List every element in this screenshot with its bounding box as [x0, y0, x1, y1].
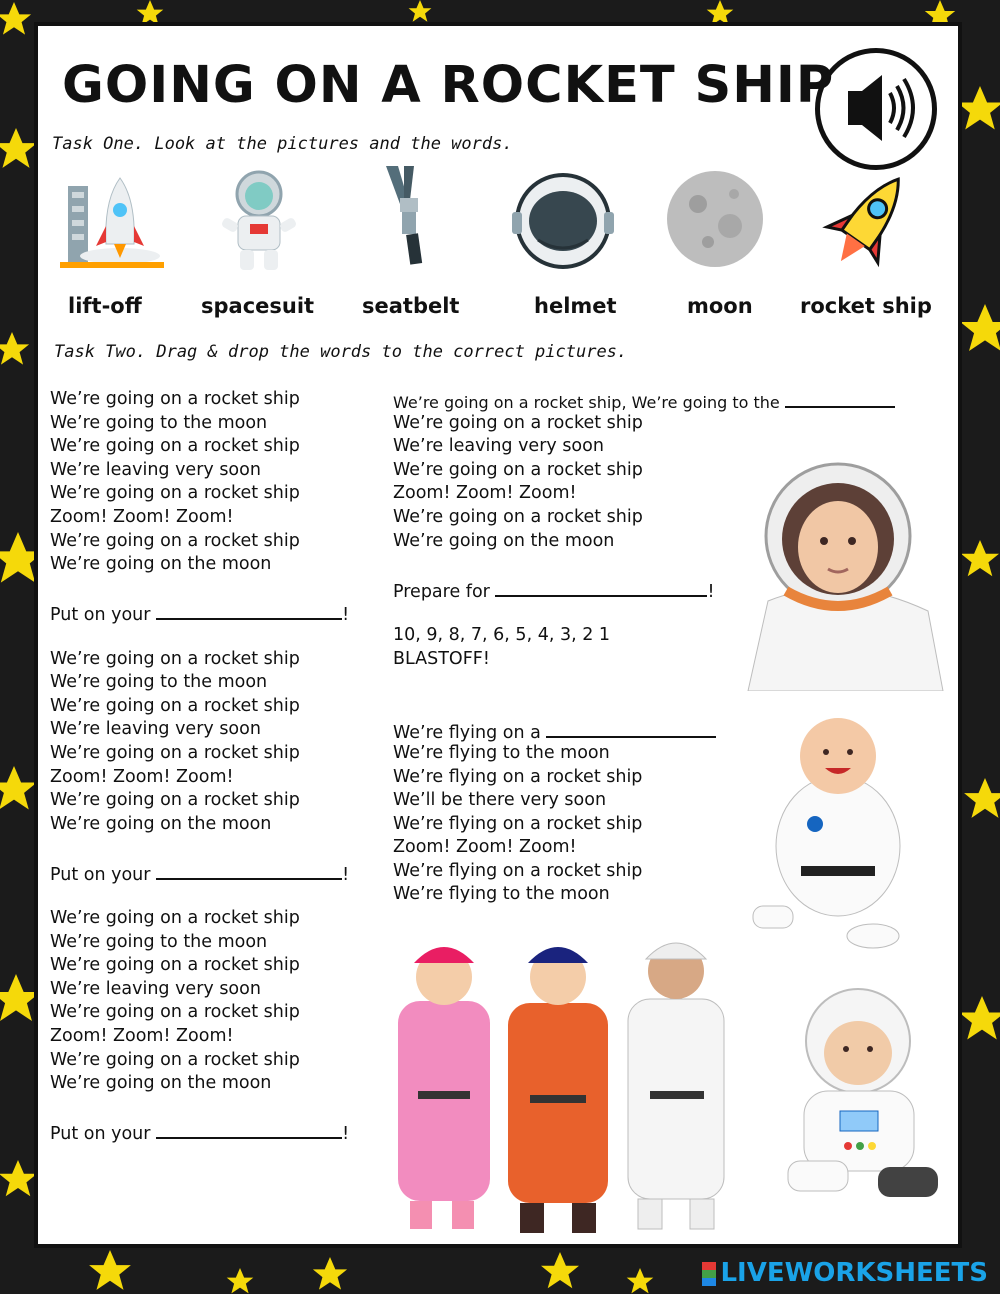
lyric-line: We’re going on a rocket ship — [50, 436, 300, 457]
put-on-line-1: Put on your ! — [50, 600, 349, 624]
lyric-line: We’re going to the moon — [50, 672, 268, 693]
lyric-line: Zoom! Zoom! Zoom! — [50, 506, 234, 527]
seatbelt-icon — [356, 160, 466, 270]
lyric-line: We’re leaving very soon — [50, 719, 261, 740]
lyric-line: We’re going on a rocket ship — [50, 389, 300, 409]
drop-blank-6[interactable] — [546, 718, 716, 738]
lyric-line: We’ll be there very soon — [393, 790, 607, 811]
moon-line: We’re going on a rocket ship, We’re going to the — [393, 388, 895, 412]
girl-astronaut-photo — [738, 451, 948, 691]
word-moon[interactable]: moon — [687, 294, 753, 318]
spacesuit-icon — [204, 166, 314, 276]
lyric-line: We’re flying on a rocket ship — [393, 860, 643, 881]
moon-icon — [660, 164, 770, 274]
lyric-line: We’re going on a rocket ship — [393, 412, 643, 433]
lyric-line: We’re flying to the moon — [393, 884, 610, 905]
task-two-instruction: Task Two. Drag & drop the words to the correct pictures. — [54, 342, 628, 362]
put-on-line-2: Put on your ! — [50, 860, 349, 884]
task-one-instruction: Task One. Look at the pictures and the words. — [52, 134, 513, 154]
page-title: GOING ON A ROCKET SHIP — [62, 56, 835, 115]
lyric-line: We’re going on a rocket ship — [393, 459, 643, 480]
lyric-line: We’re going on a rocket ship — [50, 530, 300, 551]
lyric-line: We’re going on the moon — [50, 1073, 272, 1094]
lyric-line: We’re going on a rocket ship — [393, 506, 643, 527]
infant-astronaut-photo — [768, 981, 948, 1211]
word-helmet[interactable]: helmet — [534, 294, 617, 318]
left-song-column — [50, 388, 349, 1143]
lyric-line: We’re leaving very soon — [50, 459, 261, 480]
lyric-line: We’re going on the moon — [393, 530, 615, 551]
countdown-line: 10, 9, 8, 7, 6, 5, 4, 3, 2 1 — [393, 624, 611, 645]
lyric-line: We’re flying on a rocket ship — [393, 766, 643, 787]
word-seatbelt[interactable]: seatbelt — [362, 294, 460, 318]
audio-play-button[interactable] — [815, 48, 937, 170]
lyric-line: We’re leaving very soon — [50, 978, 261, 999]
prepare-line: Prepare for ! — [393, 577, 895, 601]
blastoff-line: BLASTOFF! — [393, 648, 490, 669]
lyric-line: We’re going on a rocket ship — [50, 955, 300, 976]
lyric-line: We’re going on a rocket ship — [50, 1002, 300, 1023]
kids-in-spacesuits-photo — [388, 921, 733, 1246]
brand-logo: LIVEWORKSHEETS — [702, 1258, 988, 1288]
drop-blank-4[interactable] — [785, 388, 895, 408]
word-lift-off[interactable]: lift-off — [68, 294, 142, 318]
worksheet — [34, 22, 962, 1248]
baby-astronaut-photo — [743, 706, 933, 951]
lyric-line: Zoom! Zoom! Zoom! — [393, 837, 577, 858]
pink-suit-kid — [398, 947, 490, 1229]
white-suit-kid — [628, 943, 724, 1229]
lyric-line: We’re going on a rocket ship — [50, 695, 300, 716]
lyric-line: We’re going on the moon — [50, 813, 272, 834]
speaker-icon — [820, 53, 932, 165]
lyric-line: Zoom! Zoom! Zoom! — [50, 766, 234, 787]
lift-off-icon — [58, 166, 168, 276]
lyric-line: We’re going on a rocket ship — [50, 790, 300, 811]
lyric-line: We’re going to the moon — [50, 931, 268, 952]
lyric-line: We’re going on a rocket ship — [50, 742, 300, 763]
lyric-line: We’re leaving very soon — [393, 436, 604, 457]
drop-blank-2[interactable] — [156, 860, 342, 880]
drop-blank-3[interactable] — [156, 1119, 342, 1139]
rocket-ship-icon — [814, 166, 924, 276]
lyric-line: Zoom! Zoom! Zoom! — [50, 1026, 234, 1047]
brand-logo-icon — [702, 1262, 716, 1286]
put-on-line-3: Put on your ! — [50, 1119, 349, 1143]
drop-blank-1[interactable] — [156, 600, 342, 620]
flying-line: We’re flying on a — [393, 718, 895, 742]
lyric-line: Zoom! Zoom! Zoom! — [393, 483, 577, 504]
lyric-line: We’re going on a rocket ship — [50, 908, 300, 929]
lyric-line: We’re going to the moon — [50, 412, 268, 433]
lyric-line: We’re going on the moon — [50, 554, 272, 575]
lyric-line: We’re flying to the moon — [393, 742, 610, 763]
helmet-icon — [508, 166, 618, 276]
lyric-line: We’re going on a rocket ship — [50, 1049, 300, 1070]
lyric-line: We’re flying on a rocket ship — [393, 813, 643, 834]
lyric-line: We’re going on a rocket ship — [50, 648, 300, 669]
orange-suit-kid — [508, 947, 608, 1233]
word-rocket-ship[interactable]: rocket ship — [800, 294, 932, 318]
lyric-line: We’re going on a rocket ship — [50, 483, 300, 504]
drop-blank-5[interactable] — [495, 577, 707, 597]
word-spacesuit[interactable]: spacesuit — [201, 294, 315, 318]
